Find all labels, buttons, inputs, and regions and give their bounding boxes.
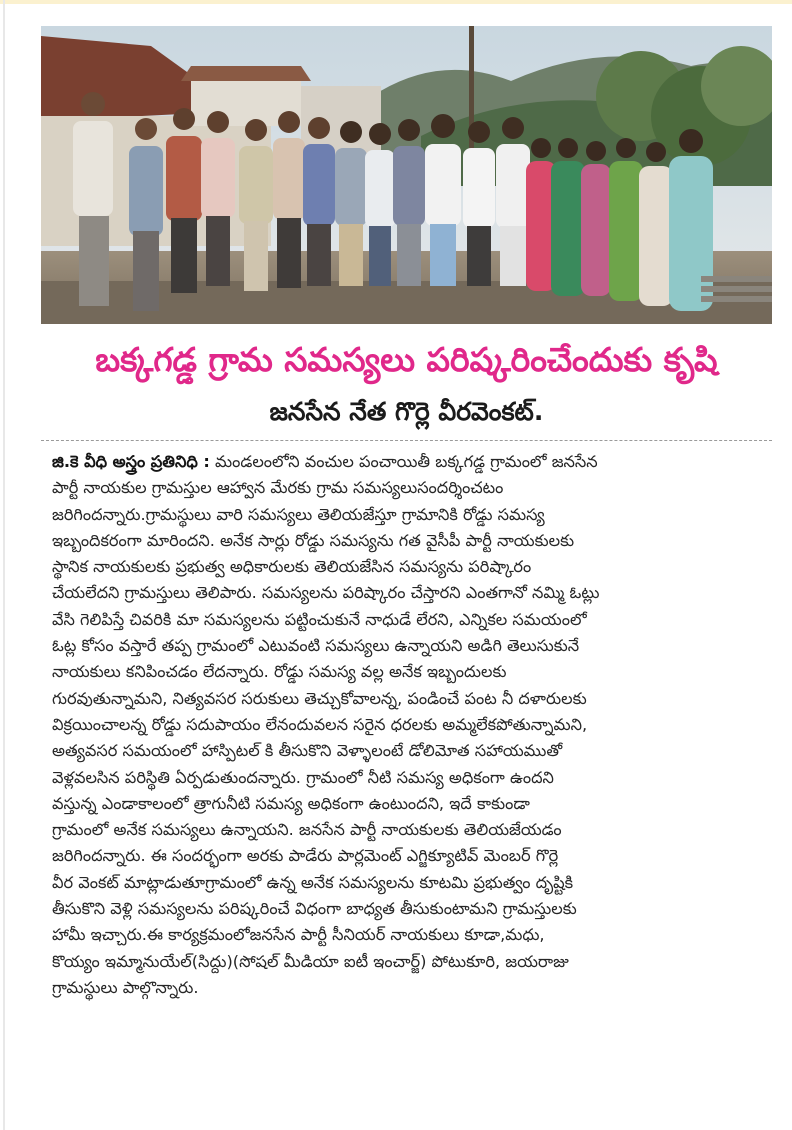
article-line: ఇబ్బందికరంగా మారిందని. అనేక సార్లు రోడ్డు సమస్యను గత వైసీపీ పార్టీ నాయకులకు bbox=[52, 530, 575, 550]
article-line: విక్రయించాలన్న రోడ్డు సదుపాయం లేనందువలన సరైన ధరలకు అమ్మలేకపోతున్నామని, bbox=[52, 714, 588, 734]
article-lines bbox=[52, 475, 768, 1001]
article-line: గురవుతున్నామని, నిత్యవసర సరుకులు తెచ్చుకోవాలన్న, పండించే పంట నీ దళారులకు bbox=[52, 688, 587, 708]
dateline: జి.కె వీధి అస్త్రం ప్రతినిధి : bbox=[52, 452, 210, 471]
article-line: తీసుకొని వెళ్లి సమస్యలను పరిష్కరించే విధంగా బాధ్యత తీసుకుంటామని గ్రామస్తులకు bbox=[52, 899, 577, 919]
article-line: నాయకులు కనిపించడం లేదన్నారు. రోడ్డు సమస్య వల్ల అనేక ఇబ్బందులకు bbox=[52, 662, 507, 682]
article-line: ఓట్ల కోసం వస్తారే తప్ప గ్రామంలో ఎటువంటి సమస్యలు ఉన్నాయని అడిగి తెలుసుకునే bbox=[52, 636, 580, 656]
top-highlight-strip bbox=[0, 0, 792, 4]
article-line: కొయ్యం ఇమ్మానుయేల్(సిద్దు)(సోషల్ మీడియా ఐటీ ఇంచార్జ్) పోటుకూరి, జయరాజు bbox=[52, 951, 569, 971]
article-line: వీర వెంకట్ మాట్లాడుతూగ్రామంలో ఉన్న అనేక సమస్యలను కూటమి ప్రభుత్వం దృష్టికి bbox=[52, 872, 574, 892]
article-line: జరిగిందన్నారు.గ్రామస్థులు వారి సమస్యలు తెలియజేస్తూ గ్రామానికి రోడ్డు సమస్య bbox=[52, 504, 545, 524]
page-margin-rule bbox=[3, 0, 5, 1130]
article-line bbox=[52, 449, 768, 475]
dashed-divider bbox=[41, 440, 772, 442]
article-line-text: మండలంలోని వంచుల పంచాయితీ బక్కగడ్డ గ్రామంలో జనసేన bbox=[209, 452, 598, 471]
headline: బక్కగడ్డ గ్రామ సమస్యలు పరిష్కరించేందుకు కృషి bbox=[95, 340, 718, 379]
article-line: వస్తున్న ఎండాకాలంలో త్రాగునీటి సమస్య అధికంగా ఉంటుందని, ఇదే కాకుండా bbox=[52, 793, 530, 813]
article-body bbox=[52, 449, 768, 1001]
article-line: వేసి గెలిపిస్తే చివరికి మా సమస్యలను పట్టించుకునే నాధుడే లేరని, ఎన్నికల సమయంలో bbox=[52, 609, 587, 629]
article-line: వెళ్లవలసిన పరిస్థితి ఏర్పడుతుందన్నారు. గ్రామంలో నీటి సమస్య అధికంగా ఉందని bbox=[52, 767, 554, 787]
subheadline: జనసేన నేత గొర్లె వీరవెంకట్. bbox=[269, 397, 544, 426]
article-line: అత్యవసర సమయంలో హాస్పిటల్ కి తీసుకొని వెళ్ళాలంటే డోలిమోత సహాయముతో bbox=[52, 741, 563, 761]
article-line: పార్టీ నాయకుల గ్రామస్తుల ఆహ్వాన మేరకు గ్రామ సమస్యలుసందర్శించటం bbox=[52, 478, 504, 498]
news-photo bbox=[41, 26, 772, 324]
article-line: గ్రామస్థులు పాల్గొన్నారు. bbox=[52, 977, 199, 997]
article-line: హామీ ఇచ్చారు.ఈ కార్యక్రమంలోజనసేన పార్టీ సీనియర్ నాయకులు కూడా,మధు, bbox=[52, 925, 545, 945]
article-line: గ్రామంలో అనేక సమస్యలు ఉన్నాయని. జనసేన పార్టీ నాయకులకు తెలియజేయడం bbox=[52, 820, 562, 840]
article-line: స్థానిక నాయకులకు ప్రభుత్వ అధికారులకు తెలియజేసిన సమస్యను పరిష్కారం bbox=[52, 557, 532, 577]
article-line: జరిగిందన్నారు. ఈ సందర్భంగా అరకు పాడేరు పార్లమెంట్ ఎగ్జిక్యూటివ్ మెంబర్ గొర్లె bbox=[52, 846, 559, 866]
article-line: చేయలేదని గ్రామస్తులు తెలిపారు. సమస్యలను పరిష్కారం చేస్తారని ఎంతగానో నమ్మి ఓట్లు bbox=[52, 583, 600, 603]
